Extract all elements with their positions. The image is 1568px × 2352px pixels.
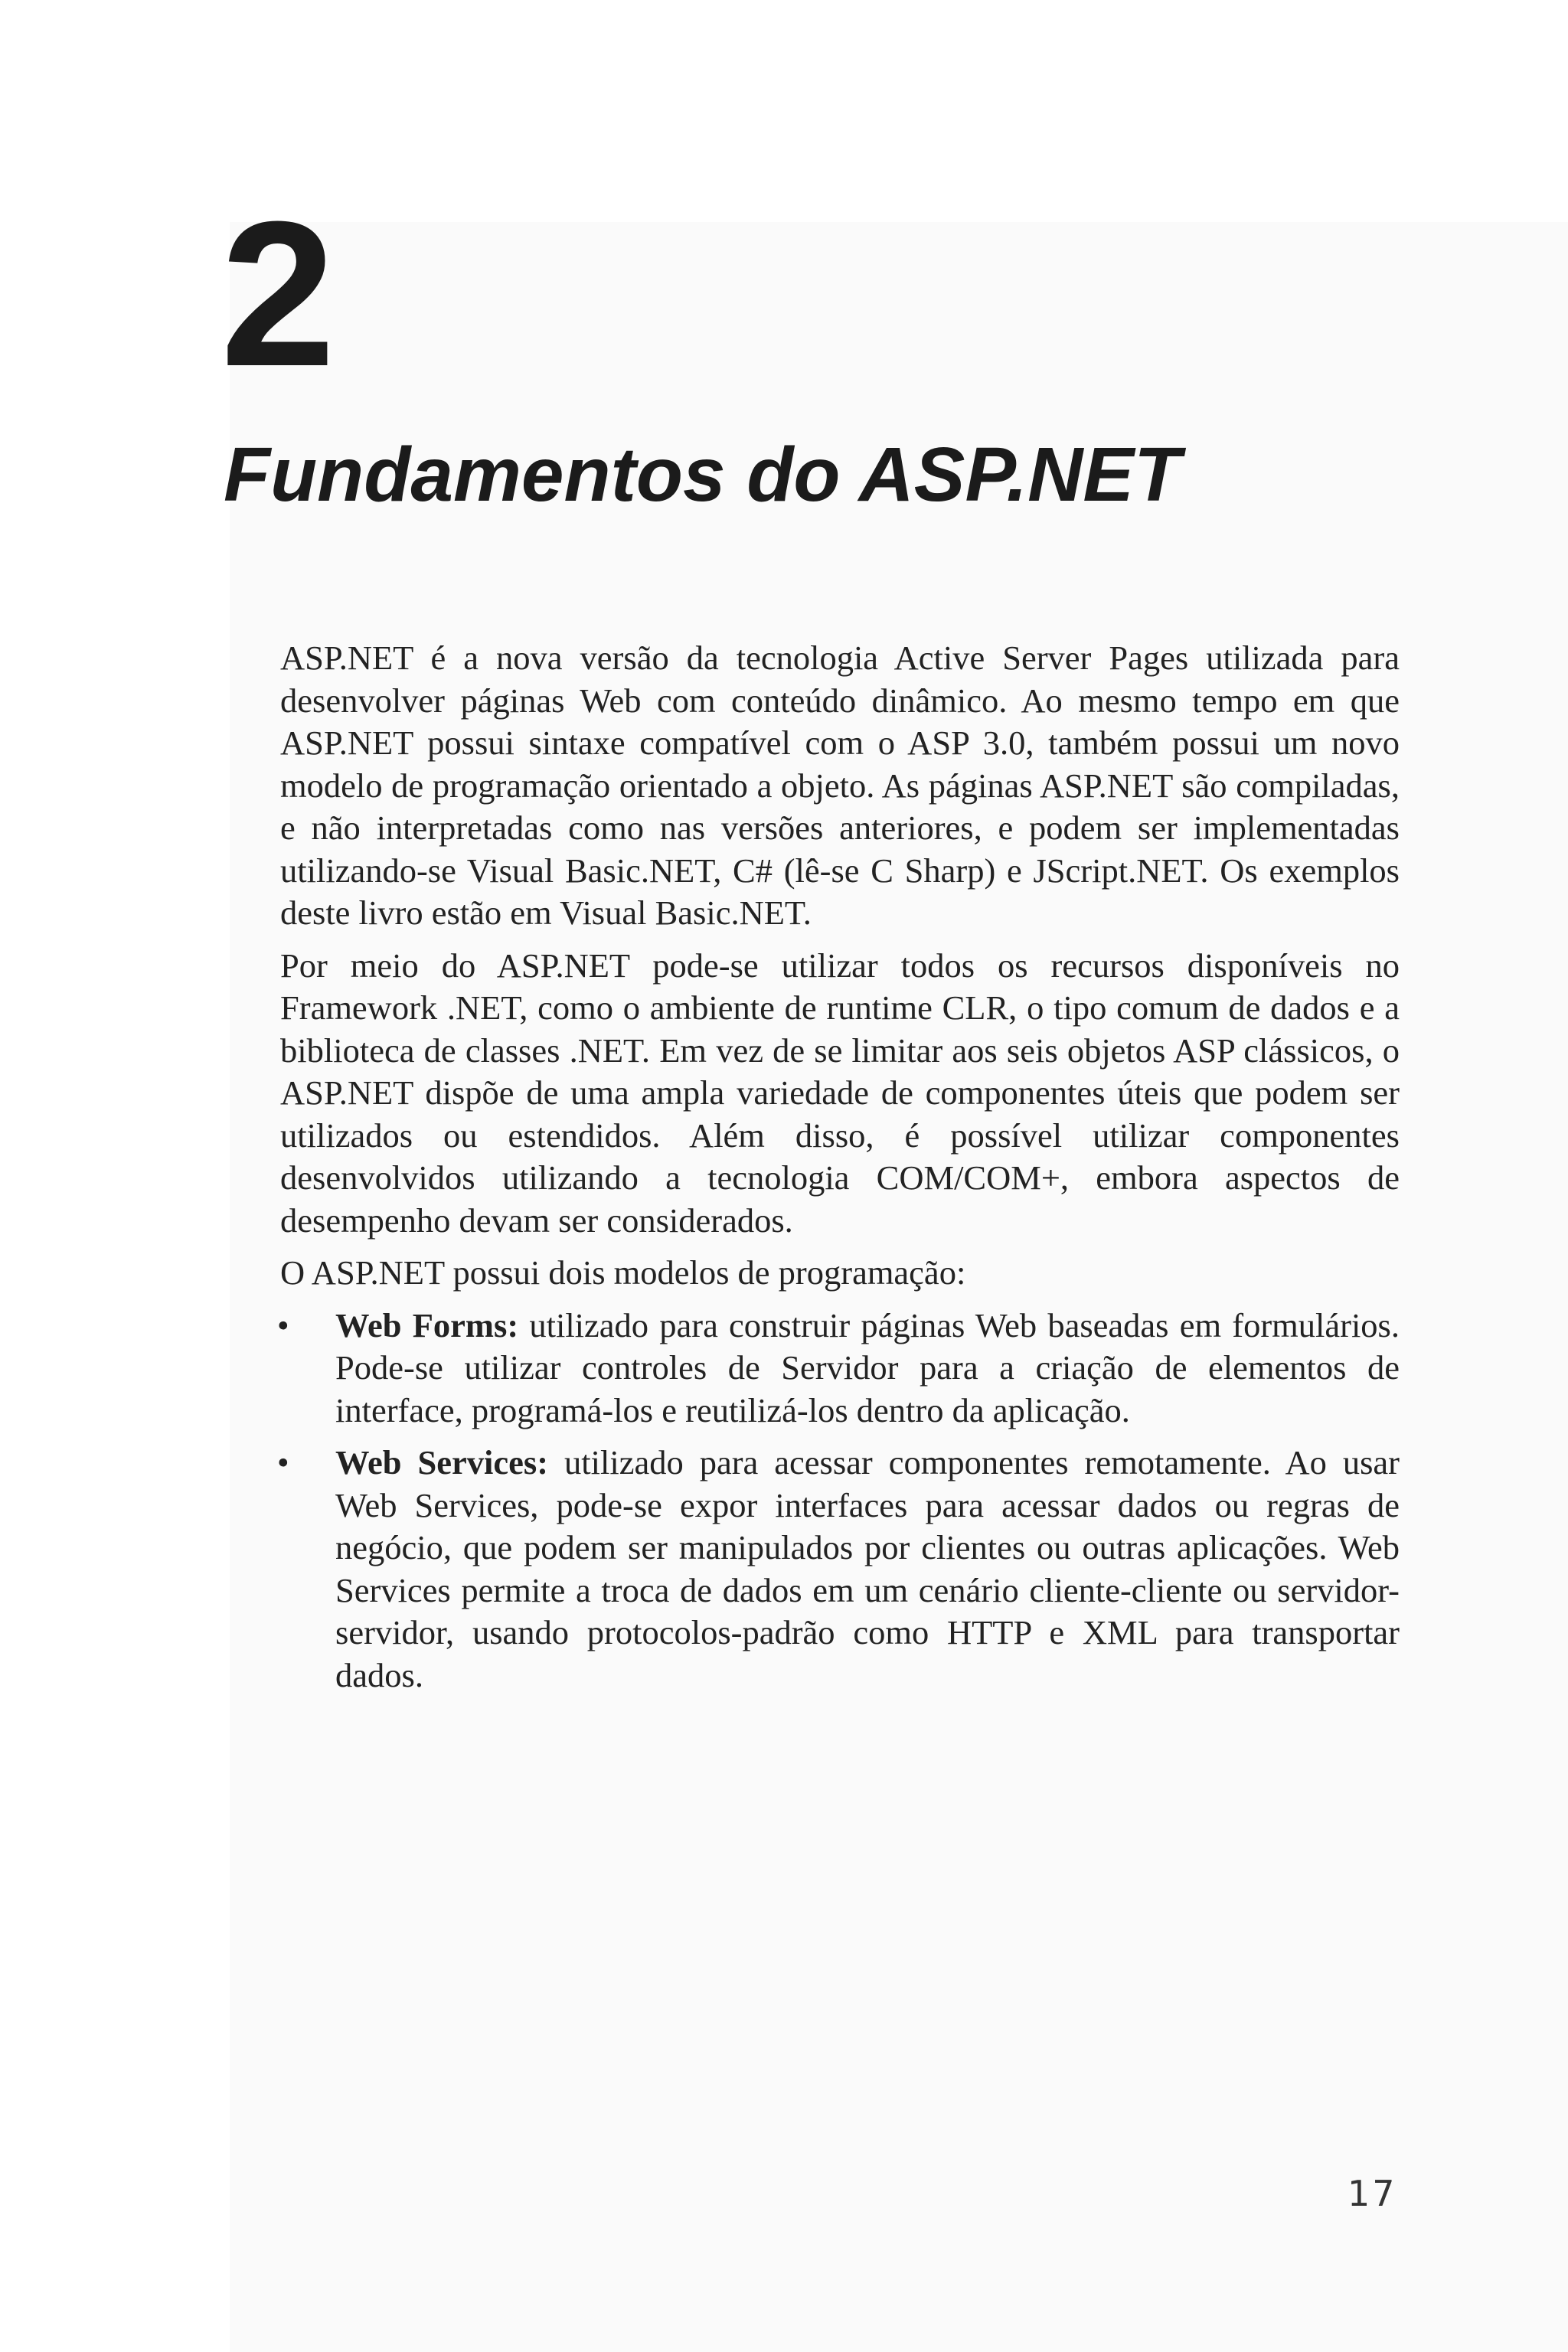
- paragraph-models-intro: O ASP.NET possui dois modelos de programação:: [280, 1253, 966, 1292]
- list-item-web-forms: [277, 1305, 1400, 1432]
- term-web-services: Web Services:: [335, 1443, 549, 1481]
- chapter-body: [277, 637, 1400, 1707]
- bullet-icon: •: [277, 1443, 289, 1481]
- description-web-forms: utilizado para construir páginas Web baseadas em formulários. Pode-se utilizar controles de Servidor para a criação de elementos de interface, programá-los e reutilizá-los dentro da aplicação.: [335, 1305, 1400, 1429]
- programming-models-list: [277, 1305, 1400, 1697]
- paragraph-intro: ASP.NET é a nova versão da tecnologia Active Server Pages utilizada para desenvolver páginas Web com conteúdo dinâmico. Ao mesmo tempo em que ASP.NET possui sintaxe compatível com o ASP 3.0, também possui um novo modelo de programação orientado a objeto. As páginas ASP.NET são compiladas, e não interpretadas como nas versões anteriores, e podem ser implementadas utilizando-se Visual Basic.NET, C# (lê-se C Sharp) e JScript.NET. Os exemplos deste livro estão em Visual Basic.NET.: [280, 639, 1400, 932]
- bullet-icon: •: [277, 1305, 289, 1344]
- list-item-web-services: [277, 1442, 1400, 1697]
- page-number: 17: [1348, 2173, 1397, 2214]
- description-web-services: utilizado para acessar componentes remotamente. Ao usar Web Services, pode-se expor interfaces para acessar dados ou regras de negócio, que podem ser manipulados por clientes ou outras aplicações. Web Services permite a troca de dados em um cenário cliente-cliente ou servidor-servidor, usando protocolos-padrão como HTTP e XML para transportar dados.: [335, 1443, 1400, 1694]
- term-web-forms: Web Forms:: [335, 1305, 519, 1344]
- paragraph-framework: Por meio do ASP.NET pode-se utilizar todos os recursos disponíveis no Framework .NET, como o ambiente de runtime CLR, o tipo comum de dados e a biblioteca de classes .NET. Em vez de se limitar aos seis objetos ASP clássicos, o ASP.NET dispõe de uma ampla variedade de componentes úteis que podem ser utilizados ou estendidos. Além disso, é possível utilizar componentes desenvolvidos utilizando a tecnologia COM/COM+, embora aspectos de desempenho devam ser considerados.: [280, 946, 1400, 1240]
- chapter-title: Fundamentos do ASP.NET: [224, 432, 1181, 518]
- chapter-number: 2: [220, 179, 336, 410]
